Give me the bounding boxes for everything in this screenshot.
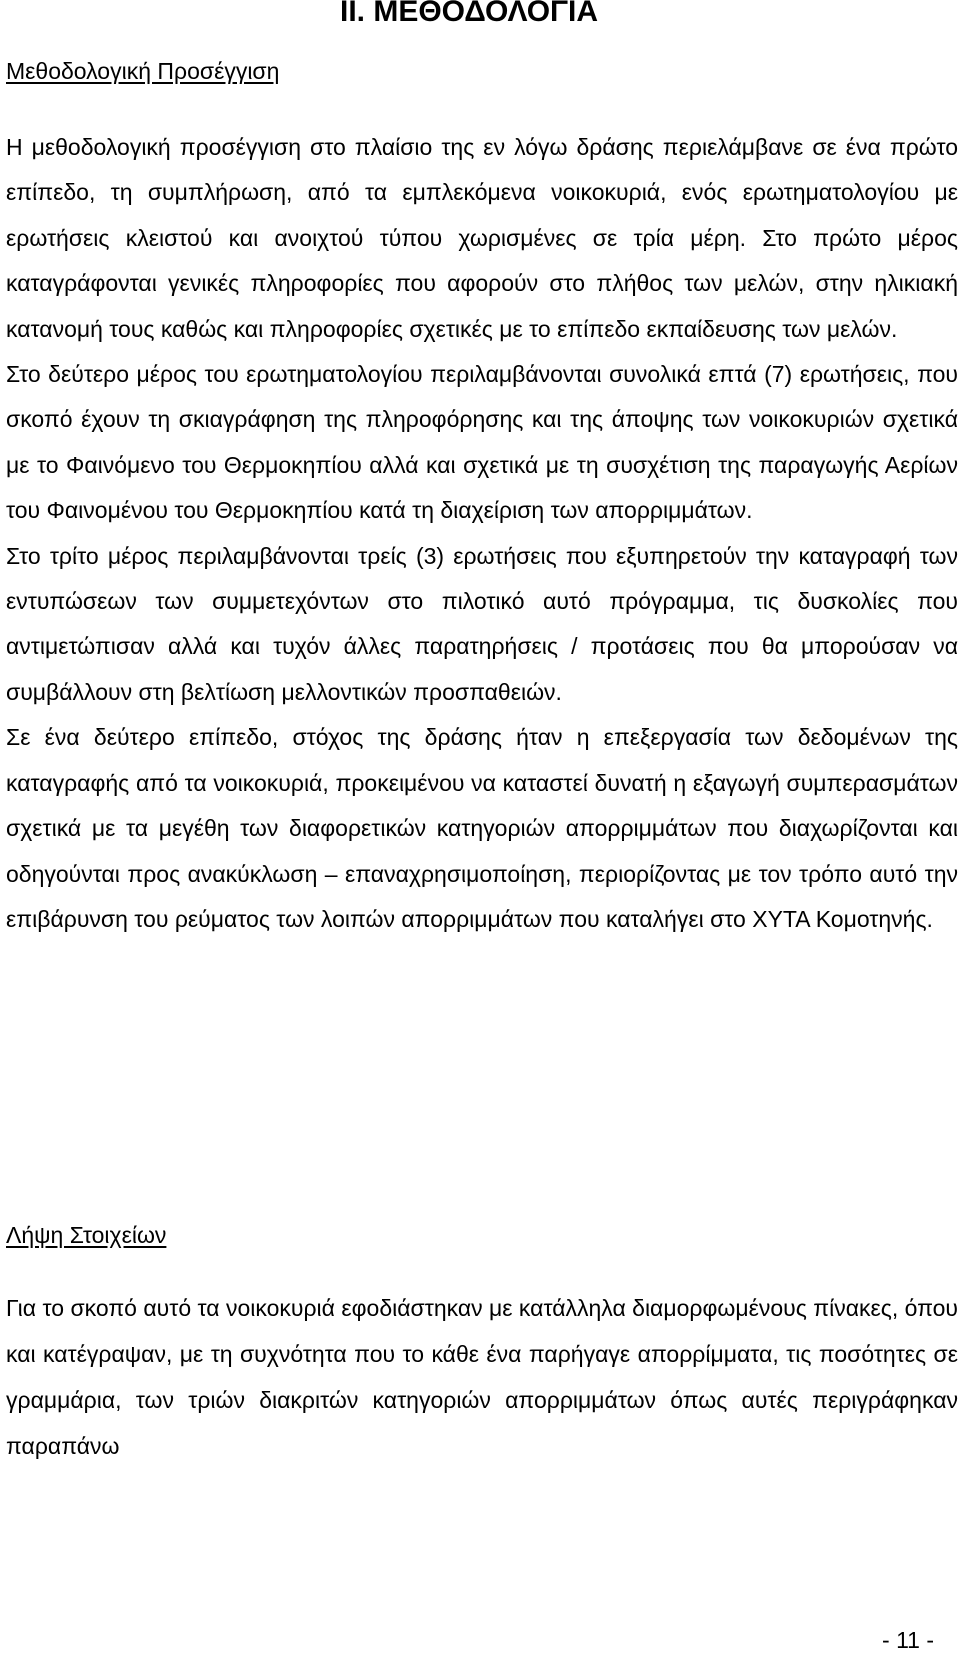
section-heading-methodology: Μεθοδολογική Προσέγγιση <box>6 58 280 84</box>
methodology-body <box>6 125 958 942</box>
paragraph: Στο δεύτερο μέρος του ερωτηματολογίου περιλαμβάνονται συνολικά επτά (7) ερωτήσεις, που σκοπό έχουν τη σκιαγράφηση της πληροφόρησης και της άποψης των νοικοκυριών σχετικά με το Φαινόμενο του Θερμοκηπίου αλλά και σχετικά με τη συσχέτιση της παραγωγής Αερίων του Φαινομένου του Θερμοκηπίου κατά τη διαχείριση των απορριμμάτων. <box>6 361 958 524</box>
page-number: - 11 - <box>882 1627 934 1653</box>
data-collection-body <box>6 1285 958 1469</box>
paragraph: Για το σκοπό αυτό τα νοικοκυριά εφοδιάστηκαν με κατάλληλα διαμορφωμένους πίνακες, όπου και κατέγραψαν, με τη συχνότητα που το κάθε ένα παρήγαγε απορρίμματα, τις ποσότητες σε γραμμάρια, των τριών διακριτών κατηγοριών απορριμμάτων όπως αυτές περιγράφηκαν παραπάνω <box>6 1295 958 1459</box>
paragraph: Σε ένα δεύτερο επίπεδο, στόχος της δράσης ήταν η επεξεργασία των δεδομένων της καταγραφής από τα νοικοκυριά, προκειμένου να καταστεί δυνατή η εξαγωγή συμπερασμάτων σχετικά με τα μεγέθη των διαφορετικών κατηγοριών απορριμμάτων που διαχωρίζονται και οδηγούνται προς ανακύκλωση – επαναχρησιμοποίηση, περιορίζοντας με τον τρόπο αυτό την επιβάρυνση του ρεύματος των λοιπών απορριμμάτων που καταλήγει στο ΧΥΤΑ Κομοτηνής. <box>6 724 958 932</box>
paragraph: Στο τρίτο μέρος περιλαμβάνονται τρείς (3) ερωτήσεις που εξυπηρετούν την καταγραφή των εντυπώσεων των συμμετεχόντων στο πιλοτικό αυτό πρόγραμμα, τις δυσκολίες που αντιμετώπισαν αλλά και τυχόν άλλες παρατηρήσεις / προτάσεις που θα μπορούσαν να συμβάλλουν στη βελτίωση μελλοντικών προσπαθειών. <box>6 542 958 705</box>
chapter-title: II. ΜΕΘΟΔΟΛΟΓΙΑ <box>340 0 599 28</box>
paragraph: Η μεθοδολογική προσέγγιση στο πλαίσιο της εν λόγω δράσης περιελάμβανε σε ένα πρώτο επίπεδο, τη συμπλήρωση, από τα εμπλεκόμενα νοικοκυριά, ενός ερωτηματολογίου με ερωτήσεις κλειστού και ανοιχτού τύπου χωρισμένες σε τρία μέρη. Στο πρώτο μέρος καταγράφονται γενικές πληροφορίες που αφορούν στο πλήθος των μελών, στην ηλικιακή κατανομή τους καθώς και πληροφορίες σχετικές με το επίπεδο εκπαίδευσης των μελών. <box>6 134 958 342</box>
section-heading-data-collection: Λήψη Στοιχείων <box>6 1222 167 1248</box>
